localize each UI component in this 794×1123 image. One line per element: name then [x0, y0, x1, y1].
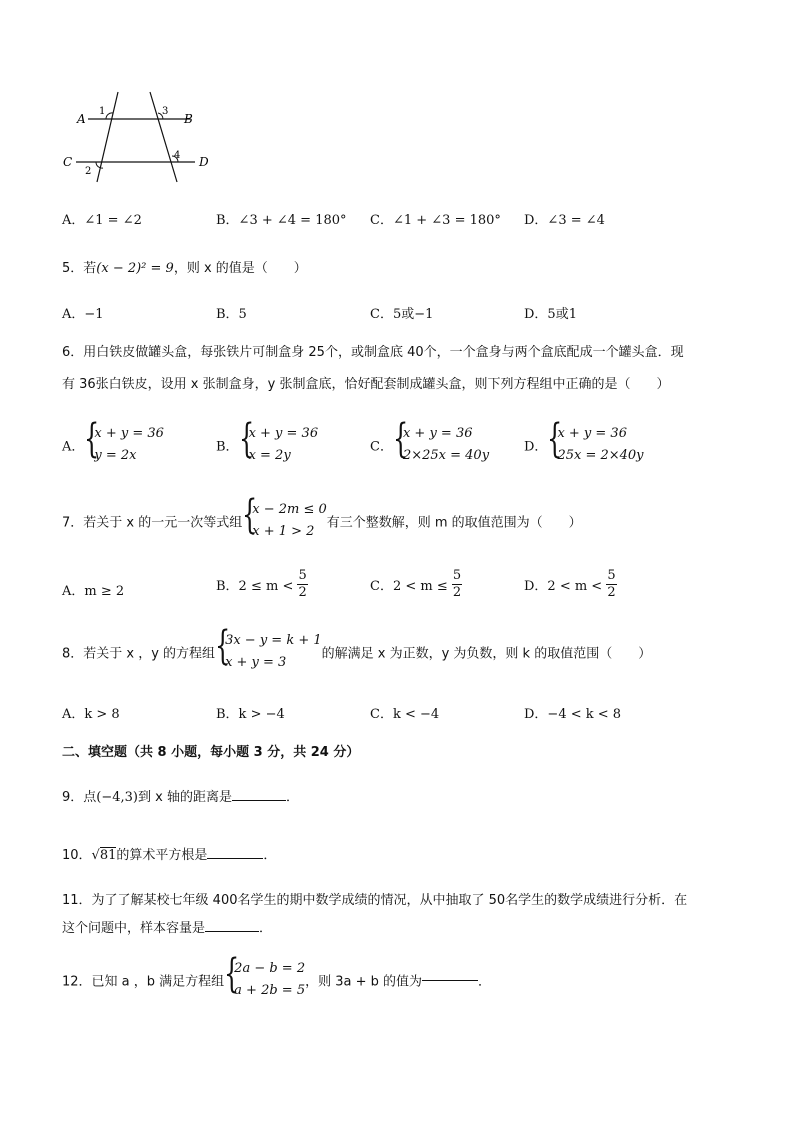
q7-option-b-text: B．2 ≤ m < — [216, 579, 294, 594]
q5-expr: (x − 2)² = 9 — [96, 261, 174, 276]
q6-d-eq1: x + y = 36 — [557, 426, 627, 441]
q6-b-eq2: x = 2y — [248, 448, 291, 463]
q8-option-b: B．k > −4 — [216, 707, 285, 722]
q7-ineq2: x + 1 > 2 — [252, 524, 315, 539]
q6-option-b: B． { x + y = 36 x = 2y — [216, 423, 318, 467]
q4-option-a: A．∠1 = ∠2 — [62, 213, 142, 228]
q7-option-d — [524, 568, 617, 601]
q6-option-c-label: C． — [370, 439, 393, 455]
q7-option-a: A．m ≥ 2 — [62, 584, 125, 599]
section-2-heading: 二、填空题（共 8 小题，每小题 3 分，共 24 分） — [62, 745, 360, 760]
q7-d-numerator: 5 — [607, 568, 616, 583]
q5-suffix: ，则 x 的值是（ ） — [173, 261, 307, 276]
q11-answer-blank — [205, 931, 259, 932]
label-d: D — [199, 155, 209, 169]
q6-option-b-label: B． — [216, 439, 239, 455]
q7-b-denominator: 2 — [298, 585, 307, 600]
q8-option-d: D．−4 < k < 8 — [524, 707, 622, 722]
q7-ineq1: x − 2m ≤ 0 — [252, 502, 327, 517]
q8-eq1: 3x − y = k + 1 — [225, 633, 322, 648]
q9-suffix: 到 x 轴的距离是 — [138, 790, 232, 805]
sqrt-sign: √ — [91, 848, 100, 863]
q10-end: ． — [263, 848, 277, 863]
q11-line-1: 11．为了了解某校七年级 400名学生的期中数学成绩的情况，从中抽取了 50名学生的数学成绩进行分析．在 — [62, 893, 688, 908]
q6-line-2: 有 36张白铁皮，设用 x 张制盒身，y 张制盒底，恰好配套制成罐头盒，则下列方程组中正确的是（ ） — [62, 377, 670, 392]
q6-c-eq1: x + y = 36 — [402, 426, 473, 441]
q12-end: ． — [478, 974, 492, 990]
question-12: 12．已知 a ，b 满足方程组 { 2a − b = 2 a + 2b = 5 ，则 3a + b 的值为 ． — [62, 958, 491, 1002]
q11-line-2 — [62, 917, 272, 936]
q5-option-b: B．5 — [216, 307, 247, 322]
q8-prefix: 8．若关于 x ，y 的方程组 — [62, 646, 216, 662]
q9-end: ． — [285, 790, 299, 805]
q9-answer-blank — [232, 800, 286, 801]
label-b: B — [184, 112, 193, 126]
q6-line-1: 6．用白铁皮做罐头盒，每张铁片可制盒身 25个，或制盒底 40个，一个盒身与两个盒底配成一个罐头盒．现 — [62, 345, 684, 360]
q11-end: ． — [259, 921, 273, 936]
q5-option-a: A．−1 — [62, 307, 104, 322]
q6-option-c: C． { x + y = 36 2×25x = 40y — [370, 423, 489, 467]
q12-answer-blank — [422, 980, 478, 981]
q6-option-d-label: D． — [524, 439, 548, 455]
q7-b-numerator: 5 — [298, 568, 307, 583]
q4-option-b: B．∠3 + ∠4 = 180° — [216, 213, 347, 228]
q5-option-d: D．5或1 — [524, 307, 577, 322]
q12-eq1: 2a − b = 2 — [234, 961, 306, 976]
angle-4-label: 4 — [174, 150, 181, 161]
q10-radicand: 81 — [99, 848, 117, 863]
q6-option-a-label: A． — [62, 439, 85, 455]
q8-suffix: 的解满足 x 为正数，y 为负数，则 k 的取值范围（ ） — [321, 646, 652, 662]
question-10 — [62, 844, 276, 863]
q4-option-c: C．∠1 + ∠3 = 180° — [370, 213, 501, 228]
label-a: A — [77, 112, 86, 126]
q7-option-b — [216, 568, 308, 601]
q6-c-eq2: 2×25x = 40y — [402, 448, 490, 463]
parallel-lines-figure — [60, 90, 220, 185]
question-5 — [62, 257, 307, 276]
q8-eq2: x + y = 3 — [225, 655, 287, 670]
q10-suffix: 的算术平方根是 — [116, 848, 208, 863]
angle-1-label: 1 — [99, 106, 106, 117]
q12-suffix: ，则 3a + b 的值为 — [305, 974, 423, 990]
q6-d-eq2: 25x = 2×40y — [557, 448, 644, 463]
q6-b-eq1: x + y = 36 — [248, 426, 319, 441]
q7-suffix: 有三个整数解，则 m 的取值范围为（ ） — [326, 515, 582, 531]
angle-2-label: 2 — [85, 166, 92, 177]
q7-b-fraction — [297, 568, 307, 601]
q7-option-c-text: C．2 < m ≤ — [370, 579, 448, 594]
q10-prefix: 10． — [62, 848, 92, 863]
q6-option-a: A． { x + y = 36 y = 2x — [62, 423, 164, 467]
q7-d-fraction — [606, 568, 616, 601]
question-9 — [62, 786, 299, 805]
q7-c-fraction — [452, 568, 462, 601]
q9-prefix: 9．点 — [62, 790, 97, 805]
q7-d-denominator: 2 — [607, 585, 616, 600]
angle-3-label: 3 — [162, 106, 169, 117]
q7-option-c — [370, 568, 462, 601]
q6-a-eq1: x + y = 36 — [94, 426, 164, 441]
q5-prefix: 5．若 — [62, 261, 97, 276]
question-8: 8．若关于 x ，y 的方程组 { 3x − y = k + 1 x + y = 3 的解满足 x 为正数，y 为负数，则 k 的取值范围（ ） — [62, 630, 651, 674]
q10-answer-blank — [207, 858, 263, 859]
q7-c-numerator: 5 — [452, 568, 462, 583]
q12-eq2: a + 2b = 5 — [234, 983, 306, 998]
q8-option-c: C．k < −4 — [370, 707, 440, 722]
q6-option-d: D． { x + y = 36 25x = 2×40y — [524, 423, 644, 467]
q11-line-2-text: 这个问题中，样本容量是 — [62, 921, 206, 936]
q7-option-d-text: D．2 < m < — [524, 579, 603, 594]
q7-prefix: 7．若关于 x 的一元一次等式组 — [62, 515, 243, 531]
q12-prefix: 12．已知 a ，b 满足方程组 — [62, 974, 225, 990]
q7-c-denominator: 2 — [452, 585, 462, 600]
question-7: 7．若关于 x 的一元一次等式组 { x − 2m ≤ 0 x + 1 > 2 有三个整数解，则 m 的取值范围为（ ） — [62, 499, 582, 543]
q9-point: (−4,3) — [96, 790, 138, 805]
q4-option-d: D．∠3 = ∠4 — [524, 213, 605, 228]
q6-a-eq2: y = 2x — [94, 448, 137, 463]
label-c: C — [63, 155, 73, 169]
q5-option-c: C．5或−1 — [370, 307, 434, 322]
q8-option-a: A．k > 8 — [62, 707, 120, 722]
